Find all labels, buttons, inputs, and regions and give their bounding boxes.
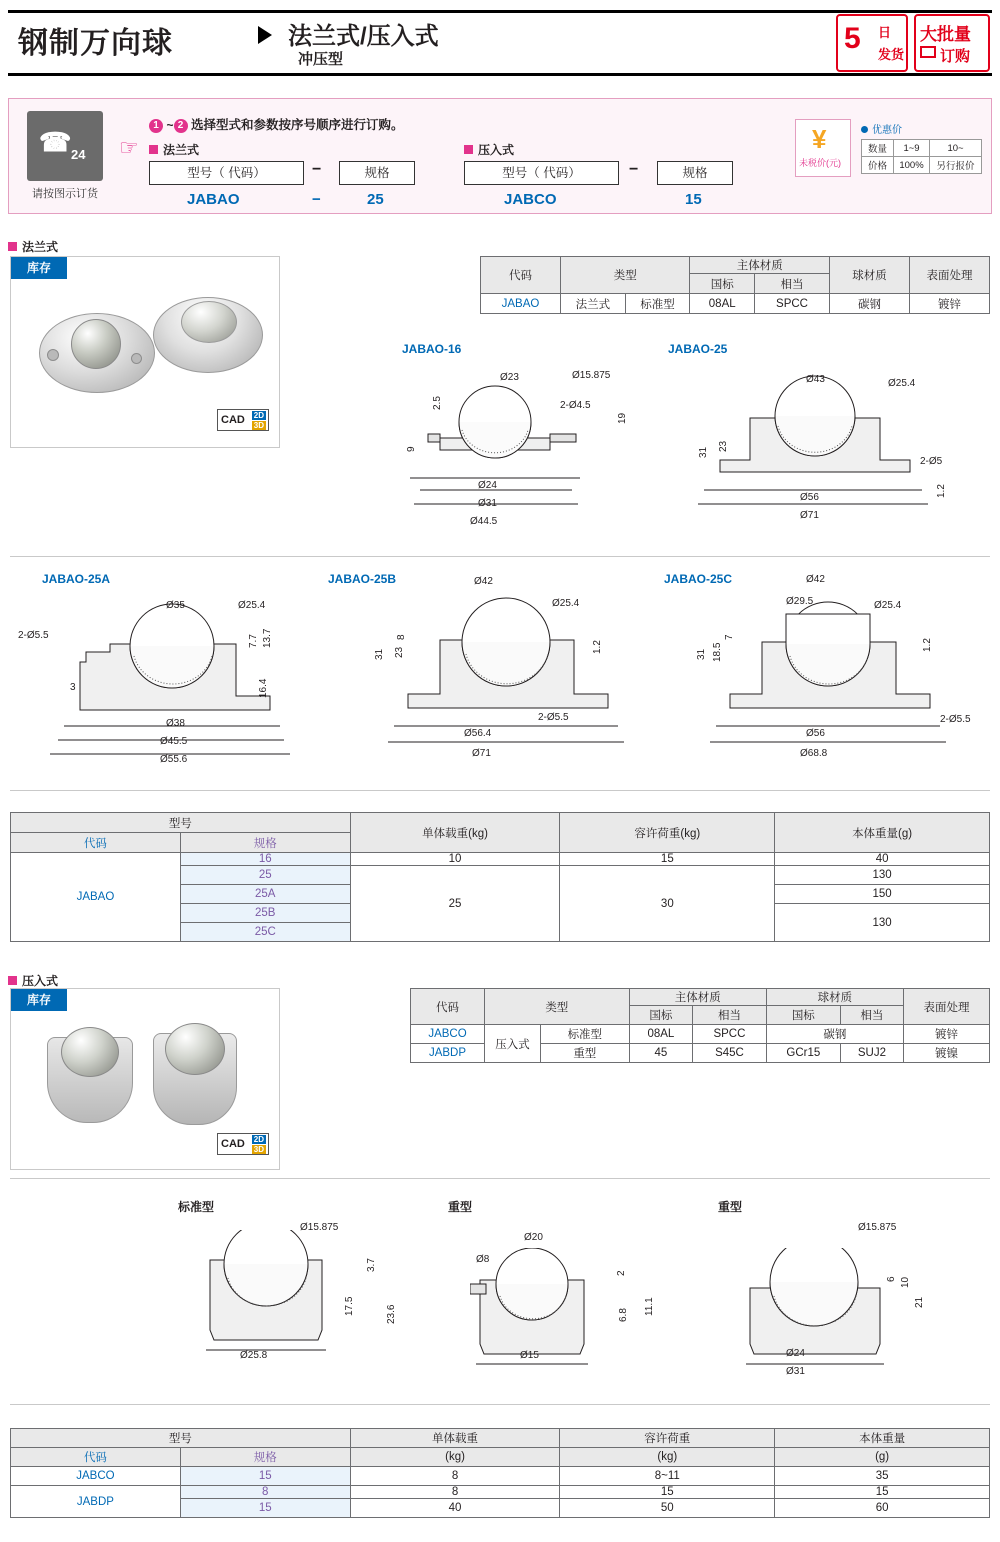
td-surface-1: 镀锌 [904,1025,990,1044]
td-weight-25a: 150 [775,885,990,904]
cad-download-badge[interactable] [217,409,269,431]
td-code-jabdp: JABDP [411,1044,485,1063]
dim-7: 7 [724,634,735,640]
dim-3: 3 [70,682,76,693]
dim-d15875: Ø15.875 [572,370,611,381]
dim-2xd55: 2-Ø5.5 [940,714,971,725]
dim-d42: Ø42 [806,574,825,585]
order-press-example-size: 15 [685,191,702,208]
td-ball-material: 碳钢 [830,294,910,314]
drawing-separator [10,556,990,557]
bullet-square-icon [464,145,473,154]
th-ball-gb: 国标 [766,1006,840,1025]
dim-d254: Ø25.4 [874,600,902,611]
td-single-15b: 40 [350,1499,560,1518]
order-flange-example-code: JABAO [187,191,240,208]
dim-d42: Ø42 [474,576,493,587]
table-row [481,257,990,274]
press-drawing-separator-2 [10,1404,990,1405]
td-type-std: 标准型 [541,1025,630,1044]
th-surface: 表面处理 [910,257,990,294]
dim-d56: Ø56 [800,492,819,503]
td-allow-16: 15 [560,853,775,866]
td-ball-equiv-2: SUJ2 [840,1044,903,1063]
press-load-table [10,1428,990,1518]
order-press-dash: − [629,161,639,178]
phone-order-caption: 请按图示订货 [32,188,98,200]
dim-2xd5: 2-Ø5 [920,456,943,467]
cad-2d-label: 2D [253,411,264,420]
dim-d20: Ø20 [524,1232,543,1243]
flange-hole-left [47,349,59,361]
cad-3d-label: 3D [253,1145,264,1154]
th-body-material: 主体材质 [629,989,766,1006]
page-subtitle-1: 法兰式/压入式 [288,23,439,50]
th-allow-unit: (kg) [560,1448,775,1467]
td-code: JABAO [481,294,561,314]
dim-2xd55: 2-Ø5.5 [18,630,49,641]
th-body-equiv: 相当 [755,274,830,294]
shipping-days-number: 5 [844,22,861,55]
step-number-1: 1 [149,119,163,133]
th-code: 代码 [481,257,561,294]
dim-7p7: 7.7 [248,634,259,648]
order-flange-dash: − [312,161,322,178]
page-title: 钢制万向球 [18,27,173,60]
dim-1p2: 1.2 [922,638,933,652]
dim-23: 23 [718,440,729,452]
th-model: 型号 [11,813,351,833]
td-weight-8: 15 [775,1486,990,1499]
bullet-square-icon [8,242,17,251]
td-type-std: 标准型 [625,294,690,314]
td-allow-15: 8~11 [560,1467,775,1486]
th-weight: 本体重量 [775,1429,990,1448]
dim-d43: Ø43 [806,374,825,385]
price-price-1: 100% [894,157,930,174]
th-body-material: 主体材质 [690,257,830,274]
dim-d71: Ø71 [472,748,491,759]
td-spec-16: 16 [180,853,350,866]
th-body-gb: 国标 [629,1006,693,1025]
th-single-load: 单体载重 [350,1429,560,1448]
dim-13p7: 13.7 [262,628,273,648]
flange-hole-right [131,353,142,364]
press-product-photo [10,988,280,1170]
flange-ball-left [71,319,121,369]
section-press-marker: 压入式 [8,972,58,989]
td-weight-16: 40 [775,853,990,866]
cad-label: CAD [221,1138,245,1150]
phone-hours: 24 [71,147,86,162]
td-allow-8: 15 [560,1486,775,1499]
th-code: 代码 [11,1448,181,1467]
flange-load-table [10,812,990,942]
dim-d15875: Ø15.875 [300,1222,339,1233]
press-ball-right [165,1023,225,1075]
bulk-order-line2: 订购 [940,48,971,65]
dim-d31: Ø31 [786,1366,805,1377]
td-single-25: 25 [350,866,560,942]
td-spec-25: 25 [180,866,350,885]
th-body-gb: 国标 [690,274,755,294]
td-single-15: 8 [350,1467,560,1486]
dim-31: 31 [374,648,385,660]
dim-d38: Ø38 [166,718,185,729]
dim-1p2: 1.2 [592,640,603,654]
th-body-equiv: 相当 [693,1006,767,1025]
td-body-gb-1: 08AL [629,1025,693,1044]
stock-badge: 库存 [11,257,67,279]
td-surface-2: 镀镍 [904,1044,990,1063]
td-surface: 镀锌 [910,294,990,314]
dim-d23: Ø23 [500,372,519,383]
dim-1p2: 1.2 [936,484,947,498]
bulk-order-badge [914,14,990,72]
th-spec: 规格 [180,1448,350,1467]
dim-8: 8 [396,634,407,640]
th-ball-material: 球材质 [766,989,903,1006]
th-type: 类型 [561,257,690,294]
th-allow-load: 容许荷重 [560,1429,775,1448]
td-spec-25b: 25B [180,904,350,923]
td-code-jabdp: JABDP [11,1486,181,1518]
dim-31: 31 [696,648,707,660]
td-weight-25b: 130 [775,904,990,942]
td-spec-25c: 25C [180,923,350,942]
dim-d24: Ø24 [478,480,497,491]
th-code: 代码 [411,989,485,1025]
td-body-gb-2: 45 [629,1044,693,1063]
press-ball-left [61,1027,119,1077]
flange-spec-table [480,256,990,314]
shipping-days-badge [836,14,908,72]
ordering-instruction: 1 ~ 2 选择型式和参数按序号顺序进行订购。 [149,115,404,133]
dim-9: 9 [406,446,417,452]
td-body-equiv-1: SPCC [693,1025,767,1044]
cart-icon [920,46,936,58]
order-flange-spec-field[interactable]: 规格 [339,161,415,185]
drawing-label-jabao-25a: JABAO-25A [42,572,111,586]
drawing-label-jabao-25c: JABAO-25C [664,572,733,586]
td-weight-15: 35 [775,1467,990,1486]
dim-2xd55: 2-Ø5.5 [538,712,569,723]
drawing-label-jabao-25b: JABAO-25B [328,572,397,586]
drawing-label-press-heavy-2: 重型 [718,1200,743,1214]
dim-21: 21 [914,1296,925,1308]
table-row [11,853,990,866]
order-flange-label: 法兰式 [149,141,199,158]
dim-d56: Ø56 [806,728,825,739]
bullet-dot-icon [861,126,868,133]
bulk-order-line1: 大批量 [920,25,971,44]
td-type-heavy: 重型 [541,1044,630,1063]
ordering-instruction-text: 选择型式和参数按序号顺序进行订购。 [190,118,404,132]
price-grid [861,139,982,174]
drawing-separator-2 [10,790,990,791]
arrow-icon [258,26,272,44]
table-row [11,1448,990,1467]
th-ball-material: 球材质 [830,257,910,294]
dim-11p1: 11.1 [644,1297,655,1316]
dim-23: 23 [394,646,405,658]
th-single-unit: (kg) [350,1448,560,1467]
cad-2d-label: 2D [253,1135,264,1144]
dim-d15875: Ø15.875 [858,1222,897,1233]
td-single-8: 8 [350,1486,560,1499]
table-row [11,1467,990,1486]
dim-d445: Ø44.5 [470,516,498,527]
table-row [411,989,990,1006]
dim-2xd45: 2-Ø4.5 [560,400,591,411]
dim-d24: Ø24 [786,1348,805,1359]
td-code-jabco: JABCO [11,1467,181,1486]
td-body-equiv-2: S45C [693,1044,767,1063]
dim-d455: Ø45.5 [160,736,188,747]
order-flange-example-dash: − [312,191,321,208]
dim-d35: Ø35 [166,600,185,611]
td-weight-25: 130 [775,866,990,885]
dim-2: 2 [616,1270,627,1276]
bullet-square-icon [149,145,158,154]
dim-d254: Ø25.4 [888,378,916,389]
th-single-load: 单体载重(kg) [350,813,560,853]
price-qty-1: 1~9 [894,140,930,157]
td-code-jabco: JABCO [411,1025,485,1044]
price-price-2: 另行报价 [930,157,982,174]
order-flange-example-size: 25 [367,191,384,208]
price-price-label: 价格 [862,157,894,174]
th-code: 代码 [11,833,181,853]
yen-note: 未税价(元) [799,158,841,168]
dim-3p7: 3.7 [366,1258,377,1272]
order-press-example-code: JABCO [504,191,557,208]
th-type: 类型 [485,989,630,1025]
drawing-label-press-heavy-1: 重型 [448,1200,473,1214]
th-model: 型号 [11,1429,351,1448]
th-surface: 表面处理 [904,989,990,1025]
dim-d295: Ø29.5 [786,596,814,607]
dim-19: 19 [617,412,628,424]
td-code-jabao: JABAO [11,853,181,942]
td-single-16: 10 [350,853,560,866]
yen-icon: ¥ [812,124,827,154]
press-spec-table [410,988,990,1063]
flange-dome-cap [181,301,237,343]
th-weight: 本体重量(g) [775,813,990,853]
price-yen-box [795,119,851,177]
discount-price-table [861,121,985,174]
th-weight-unit: (g) [775,1448,990,1467]
order-press-spec-field[interactable]: 规格 [657,161,733,185]
drawing-label-jabao-16: JABAO-16 [402,342,462,356]
dim-31: 31 [698,446,709,458]
pointing-hand-icon: ☞ [119,135,139,160]
order-press-model-field[interactable]: 型号（ 代码） [464,161,619,185]
price-qty-2: 10~ [930,140,982,157]
dim-17p5: 17.5 [344,1296,355,1316]
discount-price-title: 优惠价 [861,121,985,136]
td-spec-15b: 15 [180,1499,350,1518]
drawing-label-jabao-25: JABAO-25 [668,342,728,356]
page-subtitle-2: 冲压型 [298,51,344,68]
dim-d688: Ø68.8 [800,748,828,759]
table-row [11,813,990,833]
cad-download-badge[interactable] [217,1133,269,1155]
dim-6p8: 6.8 [618,1308,629,1322]
press-drawing-separator [10,1178,990,1179]
td-spec-15: 15 [180,1467,350,1486]
shipping-days-text: 发货 [878,47,905,62]
bullet-square-icon [8,976,17,985]
td-allow-25: 30 [560,866,775,942]
dim-d254: Ø25.4 [238,600,266,611]
dim-2p5: 2.5 [432,396,443,410]
td-weight-15b: 60 [775,1499,990,1518]
td-type-press: 压入式 [485,1025,541,1063]
dim-d258: Ø25.8 [240,1350,268,1361]
th-ball-equiv: 相当 [840,1006,903,1025]
phone-glyph: ☎ [39,127,72,157]
step-number-2: 2 [174,119,188,133]
cad-label: CAD [221,414,245,426]
table-row [862,140,982,157]
dim-23p6: 23.6 [386,1304,397,1324]
table-row [481,294,990,314]
dim-d8: Ø8 [476,1254,490,1265]
section-flange-marker: 法兰式 [8,238,58,255]
cad-3d-label: 3D [253,421,264,430]
phone-order-icon [27,111,103,181]
td-type: 法兰式 [561,294,626,314]
dim-d556: Ø55.6 [160,754,188,765]
dim-6: 6 [886,1276,897,1282]
shipping-days-unit: 日 [878,25,892,40]
table-row [11,1429,990,1448]
order-flange-model-field[interactable]: 型号（ 代码） [149,161,304,185]
dim-d31: Ø31 [478,498,497,509]
dim-d71: Ø71 [800,510,819,521]
th-spec: 规格 [180,833,350,853]
td-allow-15b: 50 [560,1499,775,1518]
dim-d254: Ø25.4 [552,598,580,609]
td-spec-8: 8 [180,1486,350,1499]
dim-d564: Ø56.4 [464,728,492,739]
td-ball-gb-2: GCr15 [766,1044,840,1063]
drawing-label-press-standard: 标准型 [178,1200,215,1214]
table-row [411,1025,990,1044]
flange-product-photo [10,256,280,448]
dim-18p5: 18.5 [712,642,723,662]
td-body-equiv: SPCC [755,294,830,314]
th-allow-load: 容许荷重(kg) [560,813,775,853]
order-press-label: 压入式 [464,141,514,158]
page-header [0,0,1000,86]
td-body-gb: 08AL [690,294,755,314]
ordering-guide-box [8,98,992,214]
td-spec-25a: 25A [180,885,350,904]
stock-badge: 库存 [11,989,67,1011]
price-qty-label: 数量 [862,140,894,157]
dim-10: 10 [900,1276,911,1288]
dim-16p4: 16.4 [258,678,269,698]
td-ball-1: 碳钢 [766,1025,903,1044]
table-row [11,1486,990,1499]
table-row [862,157,982,174]
dim-d15: Ø15 [520,1350,539,1361]
